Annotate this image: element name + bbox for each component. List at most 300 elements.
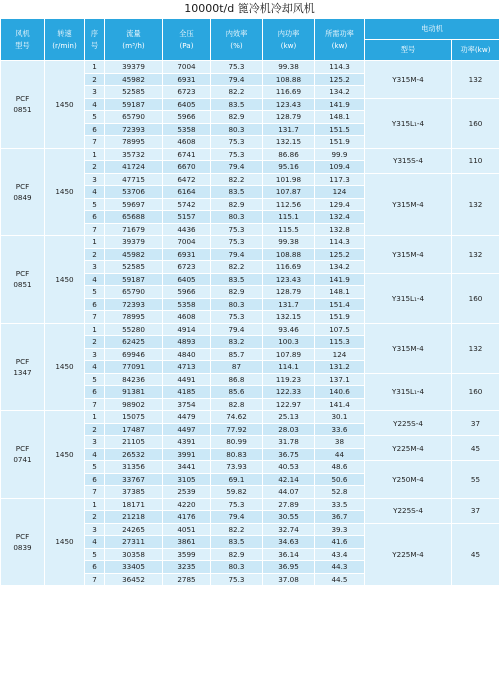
- internal-power-cell: 128.79: [263, 286, 315, 299]
- pressure-cell: 4176: [163, 511, 211, 524]
- pressure-cell: 5966: [163, 286, 211, 299]
- pressure-cell: 6405: [163, 98, 211, 111]
- motor-power-cell: 37: [452, 411, 499, 436]
- internal-power-cell: 131.7: [263, 123, 315, 136]
- flow-cell: 78995: [105, 311, 163, 324]
- fan-model-cell: PCF 0851: [1, 61, 45, 149]
- pressure-cell: 5157: [163, 211, 211, 224]
- header-motor-power: 功率(kw): [452, 40, 499, 61]
- internal-power-cell: 99.38: [263, 61, 315, 74]
- flow-cell: 47715: [105, 173, 163, 186]
- seq-cell: 5: [85, 373, 105, 386]
- flow-cell: 27311: [105, 536, 163, 549]
- motor-power-cell: 160: [452, 98, 499, 148]
- pressure-cell: 4479: [163, 411, 211, 424]
- motor-power-cell: 55: [452, 461, 499, 499]
- efficiency-cell: 75.3: [211, 236, 263, 249]
- speed-cell: 1450: [45, 323, 85, 411]
- seq-cell: 2: [85, 423, 105, 436]
- motor-power-cell: 132: [452, 61, 499, 99]
- flow-cell: 72393: [105, 123, 163, 136]
- internal-power-cell: 93.46: [263, 323, 315, 336]
- efficiency-cell: 82.8: [211, 398, 263, 411]
- internal-power-cell: 132.15: [263, 311, 315, 324]
- efficiency-cell: 82.9: [211, 111, 263, 124]
- flow-cell: 52585: [105, 261, 163, 274]
- efficiency-cell: 86.8: [211, 373, 263, 386]
- seq-cell: 3: [85, 523, 105, 536]
- pressure-cell: 4185: [163, 386, 211, 399]
- efficiency-cell: 82.9: [211, 286, 263, 299]
- fan-model-cell: PCF 1347: [1, 323, 45, 411]
- header-motor: 电动机: [365, 19, 499, 40]
- required-power-cell: 115.3: [315, 336, 365, 349]
- pressure-cell: 3754: [163, 398, 211, 411]
- efficiency-cell: 80.99: [211, 436, 263, 449]
- seq-cell: 2: [85, 336, 105, 349]
- required-power-cell: 48.6: [315, 461, 365, 474]
- fan-model-cell: PCF 0741: [1, 411, 45, 499]
- pressure-cell: 3991: [163, 448, 211, 461]
- seq-cell: 6: [85, 561, 105, 574]
- seq-cell: 3: [85, 436, 105, 449]
- motor-model-cell: Y225M-4: [365, 523, 452, 586]
- internal-power-cell: 122.33: [263, 386, 315, 399]
- required-power-cell: 134.2: [315, 261, 365, 274]
- seq-cell: 7: [85, 311, 105, 324]
- pressure-cell: 6741: [163, 148, 211, 161]
- seq-cell: 7: [85, 398, 105, 411]
- internal-power-cell: 131.7: [263, 298, 315, 311]
- internal-power-cell: 30.55: [263, 511, 315, 524]
- required-power-cell: 125.2: [315, 248, 365, 261]
- efficiency-cell: 87: [211, 361, 263, 374]
- motor-power-cell: 37: [452, 498, 499, 523]
- required-power-cell: 43.4: [315, 548, 365, 561]
- seq-cell: 1: [85, 61, 105, 74]
- internal-power-cell: 122.97: [263, 398, 315, 411]
- flow-cell: 21105: [105, 436, 163, 449]
- seq-cell: 4: [85, 98, 105, 111]
- table-row: [1, 61, 499, 74]
- efficiency-cell: 75.3: [211, 148, 263, 161]
- pressure-cell: 6723: [163, 261, 211, 274]
- required-power-cell: 151.4: [315, 298, 365, 311]
- pressure-cell: 4713: [163, 361, 211, 374]
- header-motor-model: 型号: [365, 40, 452, 61]
- required-power-cell: 132.4: [315, 211, 365, 224]
- seq-cell: 2: [85, 161, 105, 174]
- pressure-cell: 2539: [163, 486, 211, 499]
- table-row: [1, 148, 499, 161]
- flow-cell: 65790: [105, 286, 163, 299]
- required-power-cell: 140.6: [315, 386, 365, 399]
- flow-cell: 39379: [105, 236, 163, 249]
- internal-power-cell: 101.98: [263, 173, 315, 186]
- speed-cell: 1450: [45, 498, 85, 586]
- pressure-cell: 6164: [163, 186, 211, 199]
- pressure-cell: 4893: [163, 336, 211, 349]
- pressure-cell: 3861: [163, 536, 211, 549]
- speed-cell: 1450: [45, 148, 85, 236]
- flow-cell: 59187: [105, 273, 163, 286]
- pressure-cell: 4608: [163, 311, 211, 324]
- internal-power-cell: 114.1: [263, 361, 315, 374]
- internal-power-cell: 42.14: [263, 473, 315, 486]
- internal-power-cell: 123.43: [263, 98, 315, 111]
- internal-power-cell: 107.89: [263, 348, 315, 361]
- pressure-cell: 3105: [163, 473, 211, 486]
- seq-cell: 6: [85, 211, 105, 224]
- motor-model-cell: Y225S-4: [365, 411, 452, 436]
- table-row: [1, 411, 499, 424]
- seq-cell: 4: [85, 273, 105, 286]
- seq-cell: 7: [85, 486, 105, 499]
- efficiency-cell: 79.4: [211, 511, 263, 524]
- flow-cell: 33767: [105, 473, 163, 486]
- pressure-cell: 6723: [163, 86, 211, 99]
- header-fan-model: 风机 型号: [1, 19, 45, 61]
- seq-cell: 4: [85, 186, 105, 199]
- internal-power-cell: 128.79: [263, 111, 315, 124]
- table-row: [1, 323, 499, 336]
- pressure-cell: 7004: [163, 61, 211, 74]
- header-efficiency: 内效率 (%): [211, 19, 263, 61]
- motor-power-cell: 45: [452, 436, 499, 461]
- header-seq: 序 号: [85, 19, 105, 61]
- efficiency-cell: 75.3: [211, 61, 263, 74]
- internal-power-cell: 27.89: [263, 498, 315, 511]
- pressure-cell: 5358: [163, 123, 211, 136]
- required-power-cell: 99.9: [315, 148, 365, 161]
- required-power-cell: 114.3: [315, 61, 365, 74]
- internal-power-cell: 31.78: [263, 436, 315, 449]
- flow-cell: 41724: [105, 161, 163, 174]
- efficiency-cell: 75.3: [211, 498, 263, 511]
- internal-power-cell: 40.53: [263, 461, 315, 474]
- required-power-cell: 129.4: [315, 198, 365, 211]
- required-power-cell: 41.6: [315, 536, 365, 549]
- efficiency-cell: 82.2: [211, 173, 263, 186]
- pressure-cell: 3441: [163, 461, 211, 474]
- fan-model-cell: PCF 0849: [1, 148, 45, 236]
- internal-power-cell: 115.5: [263, 223, 315, 236]
- flow-cell: 59187: [105, 98, 163, 111]
- header-internal-power: 内功率 (kw): [263, 19, 315, 61]
- efficiency-cell: 77.92: [211, 423, 263, 436]
- pressure-cell: 6472: [163, 173, 211, 186]
- efficiency-cell: 80.3: [211, 123, 263, 136]
- flow-cell: 72393: [105, 298, 163, 311]
- pressure-cell: 3235: [163, 561, 211, 574]
- efficiency-cell: 85.7: [211, 348, 263, 361]
- internal-power-cell: 108.88: [263, 248, 315, 261]
- seq-cell: 7: [85, 136, 105, 149]
- seq-cell: 3: [85, 173, 105, 186]
- flow-cell: 36452: [105, 573, 163, 586]
- efficiency-cell: 79.4: [211, 248, 263, 261]
- required-power-cell: 52.8: [315, 486, 365, 499]
- flow-cell: 18171: [105, 498, 163, 511]
- flow-cell: 59697: [105, 198, 163, 211]
- pressure-cell: 5966: [163, 111, 211, 124]
- seq-cell: 1: [85, 236, 105, 249]
- internal-power-cell: 108.88: [263, 73, 315, 86]
- table-row: [1, 236, 499, 249]
- seq-cell: 2: [85, 248, 105, 261]
- pressure-cell: 7004: [163, 236, 211, 249]
- efficiency-cell: 82.9: [211, 198, 263, 211]
- efficiency-cell: 82.2: [211, 261, 263, 274]
- fan-spec-table: [0, 18, 499, 586]
- efficiency-cell: 75.3: [211, 136, 263, 149]
- internal-power-cell: 100.3: [263, 336, 315, 349]
- motor-model-cell: Y225S-4: [365, 498, 452, 523]
- pressure-cell: 4497: [163, 423, 211, 436]
- required-power-cell: 141.9: [315, 98, 365, 111]
- seq-cell: 4: [85, 536, 105, 549]
- seq-cell: 5: [85, 548, 105, 561]
- required-power-cell: 114.3: [315, 236, 365, 249]
- efficiency-cell: 75.3: [211, 311, 263, 324]
- internal-power-cell: 99.38: [263, 236, 315, 249]
- flow-cell: 98902: [105, 398, 163, 411]
- flow-cell: 84236: [105, 373, 163, 386]
- pressure-cell: 4914: [163, 323, 211, 336]
- required-power-cell: 124: [315, 186, 365, 199]
- seq-cell: 3: [85, 261, 105, 274]
- seq-cell: 7: [85, 223, 105, 236]
- flow-cell: 77091: [105, 361, 163, 374]
- required-power-cell: 44: [315, 448, 365, 461]
- efficiency-cell: 80.83: [211, 448, 263, 461]
- seq-cell: 3: [85, 348, 105, 361]
- speed-cell: 1450: [45, 236, 85, 324]
- pressure-cell: 4436: [163, 223, 211, 236]
- flow-cell: 35732: [105, 148, 163, 161]
- flow-cell: 15075: [105, 411, 163, 424]
- required-power-cell: 132.8: [315, 223, 365, 236]
- efficiency-cell: 83.5: [211, 186, 263, 199]
- motor-power-cell: 160: [452, 273, 499, 323]
- required-power-cell: 151.5: [315, 123, 365, 136]
- header-speed: 转速 (r/min): [45, 19, 85, 61]
- required-power-cell: 124: [315, 348, 365, 361]
- efficiency-cell: 83.2: [211, 336, 263, 349]
- efficiency-cell: 75.3: [211, 223, 263, 236]
- motor-model-cell: Y315S-4: [365, 148, 452, 173]
- fan-model-cell: PCF 0851: [1, 236, 45, 324]
- flow-cell: 45982: [105, 73, 163, 86]
- header-pressure: 全压 (Pa): [163, 19, 211, 61]
- pressure-cell: 6405: [163, 273, 211, 286]
- required-power-cell: 141.9: [315, 273, 365, 286]
- speed-cell: 1450: [45, 61, 85, 149]
- motor-power-cell: 110: [452, 148, 499, 173]
- seq-cell: 5: [85, 461, 105, 474]
- efficiency-cell: 82.2: [211, 523, 263, 536]
- internal-power-cell: 86.86: [263, 148, 315, 161]
- required-power-cell: 117.3: [315, 173, 365, 186]
- efficiency-cell: 79.4: [211, 73, 263, 86]
- efficiency-cell: 80.3: [211, 298, 263, 311]
- efficiency-cell: 69.1: [211, 473, 263, 486]
- seq-cell: 4: [85, 361, 105, 374]
- required-power-cell: 141.4: [315, 398, 365, 411]
- motor-model-cell: Y315M-4: [365, 323, 452, 373]
- motor-power-cell: 132: [452, 236, 499, 274]
- pressure-cell: 6931: [163, 248, 211, 261]
- pressure-cell: 4220: [163, 498, 211, 511]
- seq-cell: 1: [85, 323, 105, 336]
- header-flow: 流量 (m³/h): [105, 19, 163, 61]
- flow-cell: 53706: [105, 186, 163, 199]
- flow-cell: 91381: [105, 386, 163, 399]
- flow-cell: 30358: [105, 548, 163, 561]
- internal-power-cell: 36.75: [263, 448, 315, 461]
- flow-cell: 17487: [105, 423, 163, 436]
- efficiency-cell: 79.4: [211, 323, 263, 336]
- seq-cell: 1: [85, 498, 105, 511]
- efficiency-cell: 79.4: [211, 161, 263, 174]
- pressure-cell: 2785: [163, 573, 211, 586]
- seq-cell: 5: [85, 198, 105, 211]
- required-power-cell: 125.2: [315, 73, 365, 86]
- flow-cell: 39379: [105, 61, 163, 74]
- seq-cell: 6: [85, 473, 105, 486]
- internal-power-cell: 37.08: [263, 573, 315, 586]
- motor-model-cell: Y250M-4: [365, 461, 452, 499]
- motor-power-cell: 45: [452, 523, 499, 586]
- efficiency-cell: 73.93: [211, 461, 263, 474]
- efficiency-cell: 74.62: [211, 411, 263, 424]
- motor-power-cell: 160: [452, 373, 499, 411]
- efficiency-cell: 82.9: [211, 548, 263, 561]
- internal-power-cell: 25.13: [263, 411, 315, 424]
- internal-power-cell: 95.16: [263, 161, 315, 174]
- required-power-cell: 109.4: [315, 161, 365, 174]
- pressure-cell: 4051: [163, 523, 211, 536]
- motor-model-cell: Y315M-4: [365, 236, 452, 274]
- required-power-cell: 134.2: [315, 86, 365, 99]
- internal-power-cell: 36.14: [263, 548, 315, 561]
- flow-cell: 65688: [105, 211, 163, 224]
- seq-cell: 3: [85, 86, 105, 99]
- seq-cell: 6: [85, 386, 105, 399]
- flow-cell: 55280: [105, 323, 163, 336]
- flow-cell: 62425: [105, 336, 163, 349]
- internal-power-cell: 36.95: [263, 561, 315, 574]
- flow-cell: 71679: [105, 223, 163, 236]
- flow-cell: 31356: [105, 461, 163, 474]
- internal-power-cell: 119.23: [263, 373, 315, 386]
- seq-cell: 5: [85, 111, 105, 124]
- seq-cell: 2: [85, 511, 105, 524]
- seq-cell: 2: [85, 73, 105, 86]
- internal-power-cell: 123.43: [263, 273, 315, 286]
- seq-cell: 5: [85, 286, 105, 299]
- required-power-cell: 44.3: [315, 561, 365, 574]
- flow-cell: 21218: [105, 511, 163, 524]
- flow-cell: 69946: [105, 348, 163, 361]
- internal-power-cell: 112.56: [263, 198, 315, 211]
- required-power-cell: 137.1: [315, 373, 365, 386]
- required-power-cell: 131.2: [315, 361, 365, 374]
- flow-cell: 33405: [105, 561, 163, 574]
- efficiency-cell: 83.5: [211, 98, 263, 111]
- required-power-cell: 33.6: [315, 423, 365, 436]
- page-title: 10000t/d 篦冷机冷却风机: [184, 2, 315, 15]
- pressure-cell: 4840: [163, 348, 211, 361]
- internal-power-cell: 116.69: [263, 261, 315, 274]
- pressure-cell: 5358: [163, 298, 211, 311]
- required-power-cell: 39.3: [315, 523, 365, 536]
- flow-cell: 24265: [105, 523, 163, 536]
- efficiency-cell: 59.82: [211, 486, 263, 499]
- internal-power-cell: 107.87: [263, 186, 315, 199]
- internal-power-cell: 32.74: [263, 523, 315, 536]
- seq-cell: 1: [85, 148, 105, 161]
- motor-model-cell: Y315L₁-4: [365, 373, 452, 411]
- pressure-cell: 6931: [163, 73, 211, 86]
- motor-model-cell: Y315L₁-4: [365, 98, 452, 148]
- seq-cell: 6: [85, 298, 105, 311]
- internal-power-cell: 116.69: [263, 86, 315, 99]
- required-power-cell: 148.1: [315, 286, 365, 299]
- pressure-cell: 4391: [163, 436, 211, 449]
- required-power-cell: 36.7: [315, 511, 365, 524]
- efficiency-cell: 85.6: [211, 386, 263, 399]
- motor-model-cell: Y315M-4: [365, 61, 452, 99]
- internal-power-cell: 44.07: [263, 486, 315, 499]
- flow-cell: 65790: [105, 111, 163, 124]
- required-power-cell: 33.5: [315, 498, 365, 511]
- motor-model-cell: Y315M-4: [365, 173, 452, 236]
- required-power-cell: 50.6: [315, 473, 365, 486]
- required-power-cell: 151.9: [315, 311, 365, 324]
- efficiency-cell: 75.3: [211, 573, 263, 586]
- motor-power-cell: 132: [452, 173, 499, 236]
- pressure-cell: 4491: [163, 373, 211, 386]
- efficiency-cell: 80.3: [211, 211, 263, 224]
- efficiency-cell: 83.5: [211, 536, 263, 549]
- flow-cell: 45982: [105, 248, 163, 261]
- flow-cell: 37385: [105, 486, 163, 499]
- pressure-cell: 5742: [163, 198, 211, 211]
- flow-cell: 78995: [105, 136, 163, 149]
- motor-model-cell: Y315L₁-4: [365, 273, 452, 323]
- required-power-cell: 44.5: [315, 573, 365, 586]
- seq-cell: 1: [85, 411, 105, 424]
- speed-cell: 1450: [45, 411, 85, 499]
- table-row: [1, 498, 499, 511]
- seq-cell: 4: [85, 448, 105, 461]
- internal-power-cell: 132.15: [263, 136, 315, 149]
- motor-model-cell: Y225M-4: [365, 436, 452, 461]
- efficiency-cell: 83.5: [211, 273, 263, 286]
- table-body: [1, 61, 499, 586]
- required-power-cell: 148.1: [315, 111, 365, 124]
- required-power-cell: 107.5: [315, 323, 365, 336]
- required-power-cell: 30.1: [315, 411, 365, 424]
- pressure-cell: 6670: [163, 161, 211, 174]
- internal-power-cell: 34.63: [263, 536, 315, 549]
- efficiency-cell: 80.3: [211, 561, 263, 574]
- pressure-cell: 4608: [163, 136, 211, 149]
- seq-cell: 6: [85, 123, 105, 136]
- flow-cell: 52585: [105, 86, 163, 99]
- motor-power-cell: 132: [452, 323, 499, 373]
